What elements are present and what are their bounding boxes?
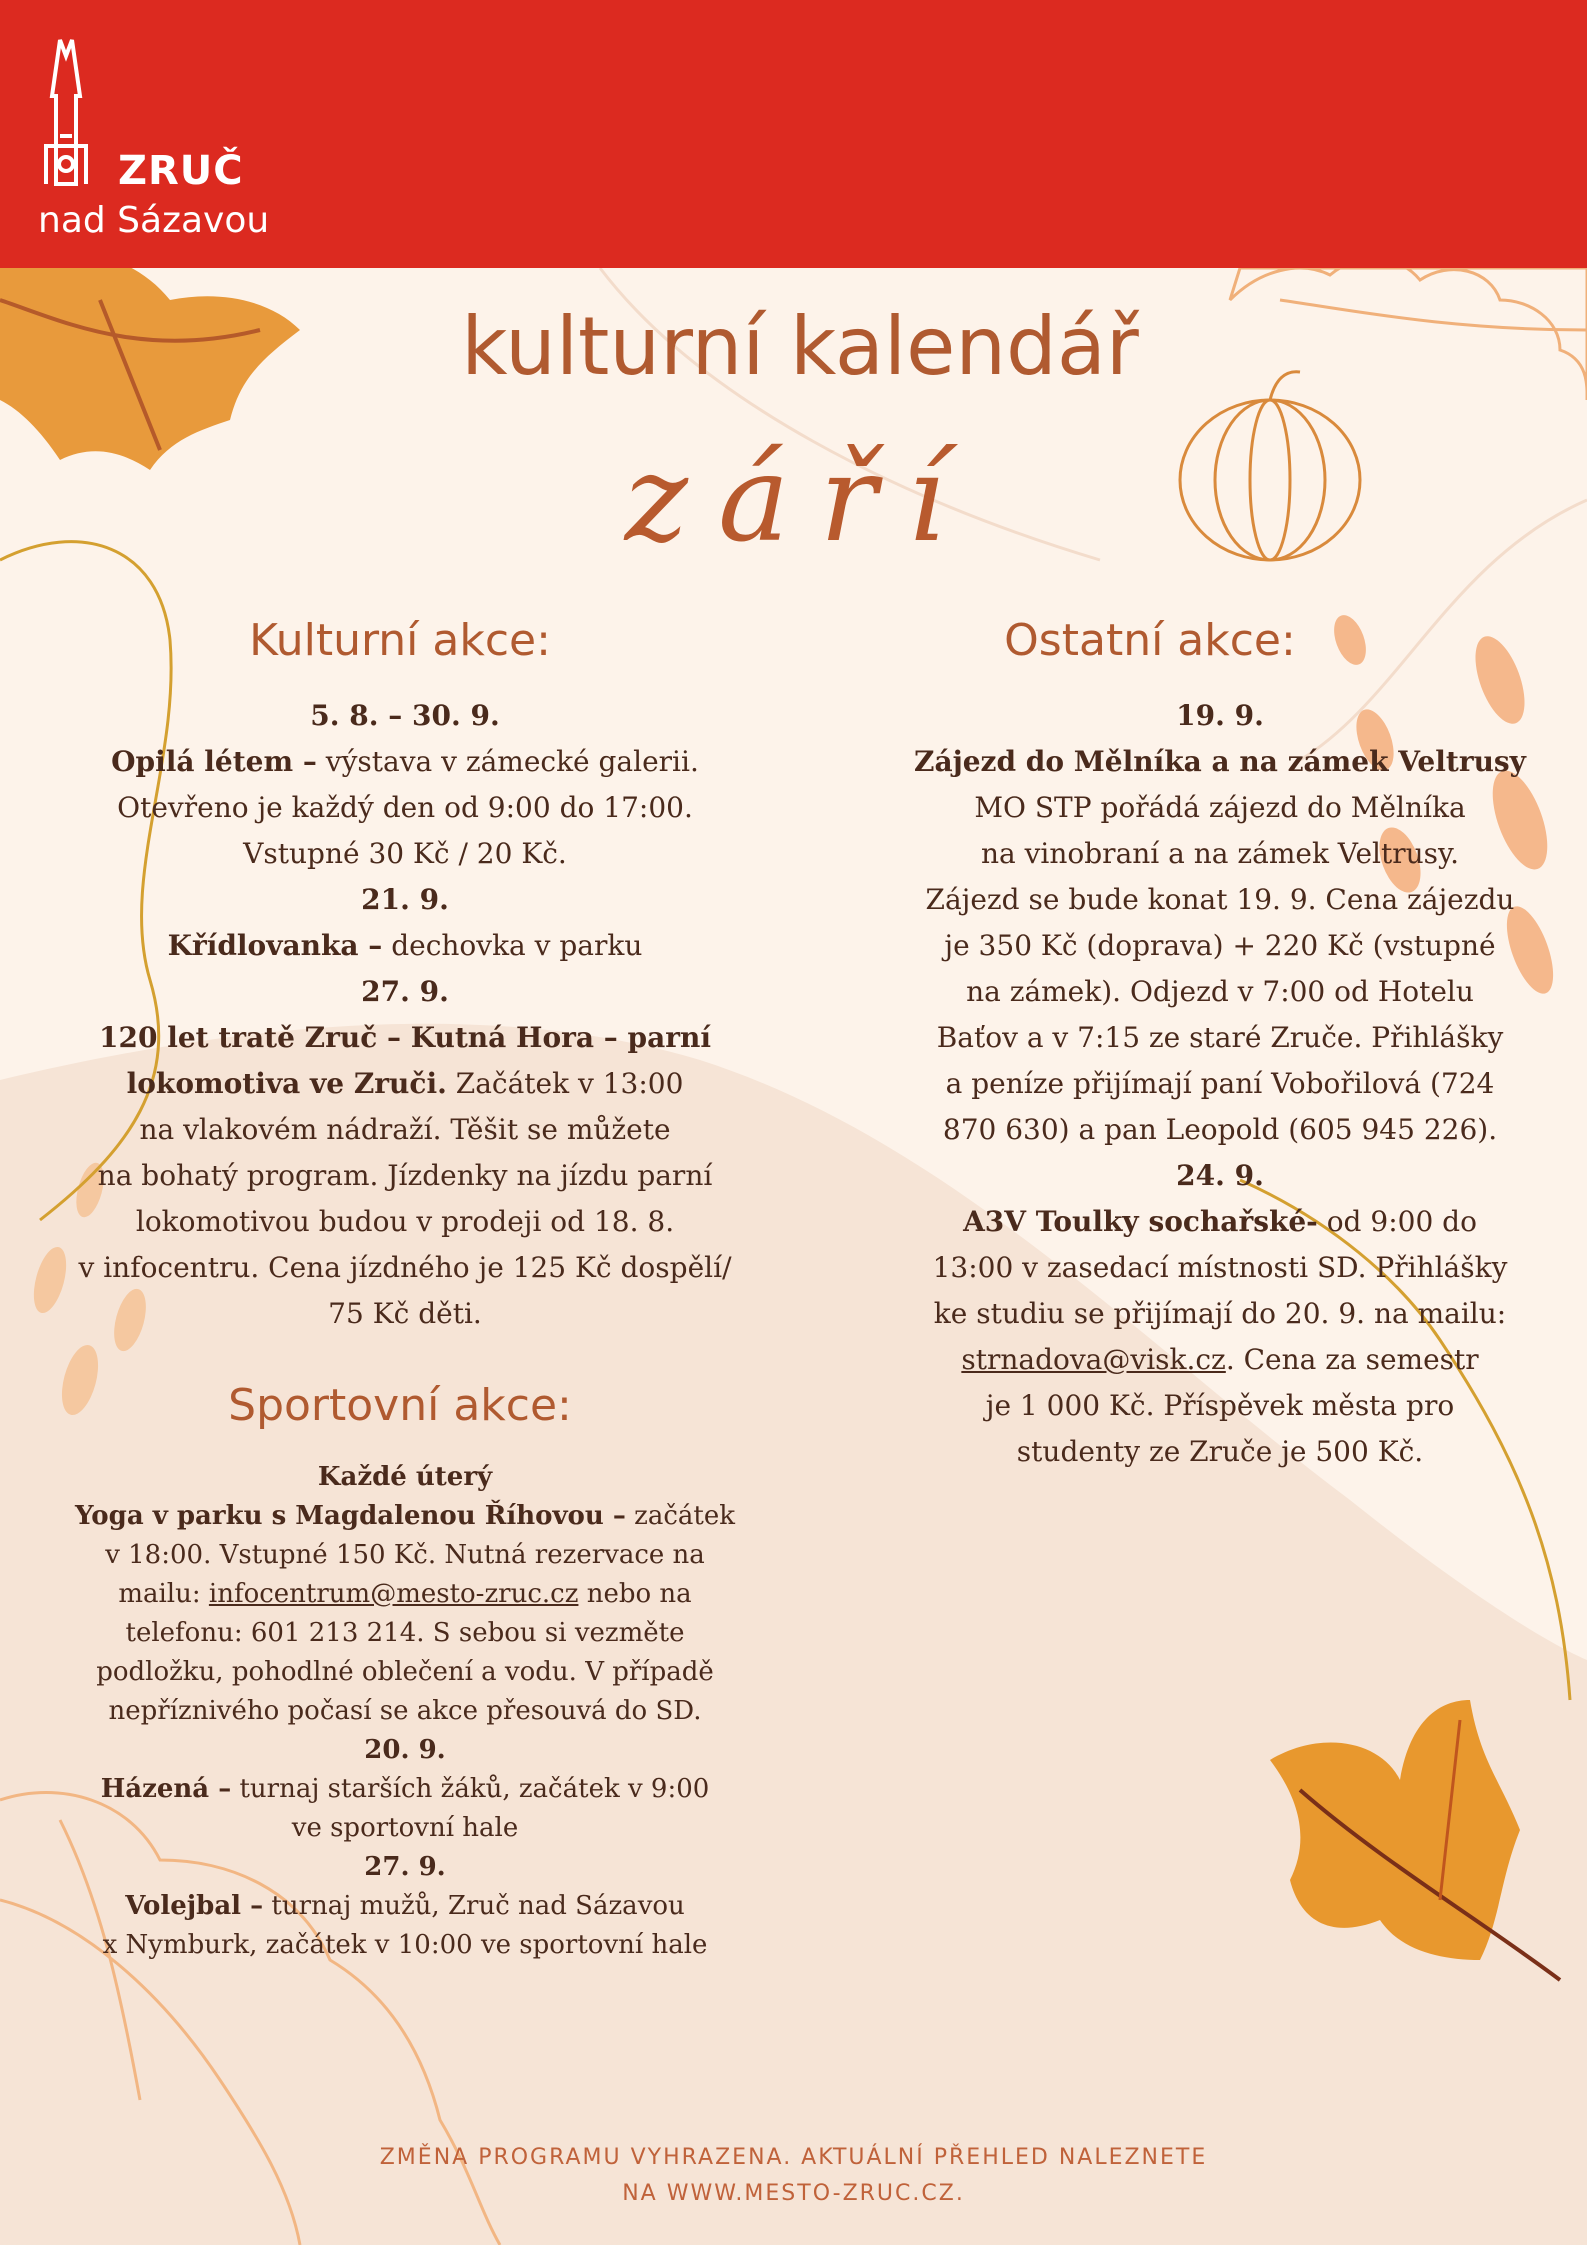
event-name: Volejbal –	[125, 1891, 264, 1921]
event-name: Zájezd do Mělníka a na zámek Veltrusy	[914, 745, 1526, 778]
event-line: Vstupné 30 Kč / 20 Kč.	[243, 837, 567, 870]
event-date: 19. 9.	[1176, 699, 1264, 732]
footer-note	[200, 2140, 1387, 2212]
event-line: v infocentru. Cena jízdného je 125 Kč dospělí/	[78, 1251, 732, 1284]
event-line: telefonu: 601 213 214. S sebou si vezměte	[125, 1618, 685, 1648]
event-line: Házená – turnaj starších žáků, začátek v 9:00	[100, 1774, 710, 1804]
event-line: Baťov a v 7:15 ze staré Zruče. Přihlášky	[936, 1021, 1504, 1054]
other-events	[860, 693, 1580, 1475]
event-date: 27. 9.	[361, 975, 449, 1008]
event-date: 27. 9.	[364, 1852, 446, 1882]
event-date: 20. 9.	[364, 1735, 446, 1765]
email-link[interactable]: infocentrum@mesto-zruc.cz	[208, 1579, 579, 1609]
event-name: 120 let tratě Zruč – Kutná Hora – parní	[99, 1021, 711, 1054]
page-title: kulturní kalendář	[461, 300, 1139, 393]
leaf-top-left-icon	[0, 251, 300, 470]
event-name: Opilá létem –	[111, 745, 317, 778]
church-tower-logo-icon	[42, 36, 90, 186]
event-line: ve sportovní hale	[291, 1813, 519, 1843]
event-line: 870 630) a pan Leopold (605 945 226).	[942, 1113, 1498, 1146]
event-line: lokomotivou budou v prodeji od 18. 8.	[135, 1205, 675, 1238]
event-line: Zájezd se bude konat 19. 9. Cena zájezdu	[925, 883, 1515, 916]
event-line: mailu: infocentrum@mesto-zruc.cz nebo na	[118, 1579, 692, 1609]
event-line	[20, 1015, 790, 1061]
month-title: září	[624, 430, 976, 569]
email-link[interactable]: strnadova@visk.cz	[961, 1343, 1226, 1376]
event-line: Opilá létem – výstava v zámecké galerii.	[111, 745, 699, 778]
event-line: studenty ze Zruče je 500 Kč.	[1016, 1435, 1424, 1468]
event-line: nepříznivého počasí se akce přesouvá do SD.	[108, 1696, 702, 1726]
event-date: 24. 9.	[1176, 1159, 1264, 1192]
footer-line-2[interactable]: NA WWW.MESTO-ZRUC.CZ.	[622, 2181, 965, 2206]
event-line: na vinobraní a na zámek Veltrusy.	[980, 837, 1460, 870]
event-line	[860, 739, 1580, 785]
event-name: Házená –	[100, 1774, 232, 1804]
logo-name: ZRUČ	[118, 148, 244, 194]
event-line: ke studiu se přijímají do 20. 9. na mailu:	[933, 1297, 1507, 1330]
event-line: strnadova@visk.cz. Cena za semestr	[961, 1343, 1479, 1376]
event-date: Každé úterý	[317, 1462, 493, 1492]
event-line: 75 Kč děti.	[328, 1297, 482, 1330]
event-name: A3V Toulky sochařské-	[963, 1205, 1318, 1238]
event-line: na bohatý program. Jízdenky na jízdu parní	[97, 1159, 713, 1192]
event-name: lokomotiva ve Zruči.	[126, 1067, 447, 1100]
event-line: je 1 000 Kč. Příspěvek města pro	[985, 1389, 1455, 1422]
event-line: na zámek). Odjezd v 7:00 od Hotelu	[966, 975, 1474, 1008]
footer-line-1: ZMĚNA PROGRAMU VYHRAZENA. AKTUÁLNÍ PŘEHLED NALEZNETE	[379, 2145, 1208, 2170]
cultural-events	[20, 693, 790, 1337]
event-line: x Nymburk, začátek v 10:00 ve sportovní hale	[102, 1930, 708, 1960]
event-line: podložku, pohodlné oblečení a vodu. V případě	[96, 1657, 714, 1687]
event-line: 13:00 v zasedací místnosti SD. Přihlášky	[932, 1251, 1508, 1284]
event-line: na vlakovém nádraží. Těšit se můžete	[139, 1113, 671, 1146]
sport-events	[20, 1458, 790, 1965]
event-line: A3V Toulky sochařské- od 9:00 do	[963, 1205, 1477, 1238]
event-line: v 18:00. Vstupné 150 Kč. Nutná rezervace na	[105, 1540, 705, 1570]
event-line: Otevřeno je každý den od 9:00 do 17:00.	[117, 791, 693, 824]
other-heading: Ostatní akce:	[1004, 615, 1296, 666]
logo-subtitle: nad Sázavou	[38, 200, 270, 241]
event-line: MO STP pořádá zájezd do Mělníka	[974, 791, 1466, 824]
event-line: lokomotiva ve Zruči. Začátek v 13:00	[126, 1067, 684, 1100]
event-date: 21. 9.	[361, 883, 449, 916]
event-line: Křídlovanka – dechovka v parku	[167, 929, 643, 962]
event-date: 5. 8. – 30. 9.	[310, 699, 500, 732]
event-line: Volejbal – turnaj mužů, Zruč nad Sázavou	[125, 1891, 685, 1921]
event-name: Yoga v parku s Magdalenou Říhovou –	[75, 1501, 626, 1531]
event-line: je 350 Kč (doprava) + 220 Kč (vstupné	[944, 929, 1496, 962]
event-line: a peníze přijímají paní Vobořilová (724	[945, 1067, 1495, 1100]
cultural-heading: Kulturní akce:	[249, 615, 551, 666]
event-line: Yoga v parku s Magdalenou Říhovou – začátek	[75, 1501, 735, 1531]
sport-heading: Sportovní akce:	[228, 1380, 572, 1431]
event-name: Křídlovanka –	[167, 929, 383, 962]
